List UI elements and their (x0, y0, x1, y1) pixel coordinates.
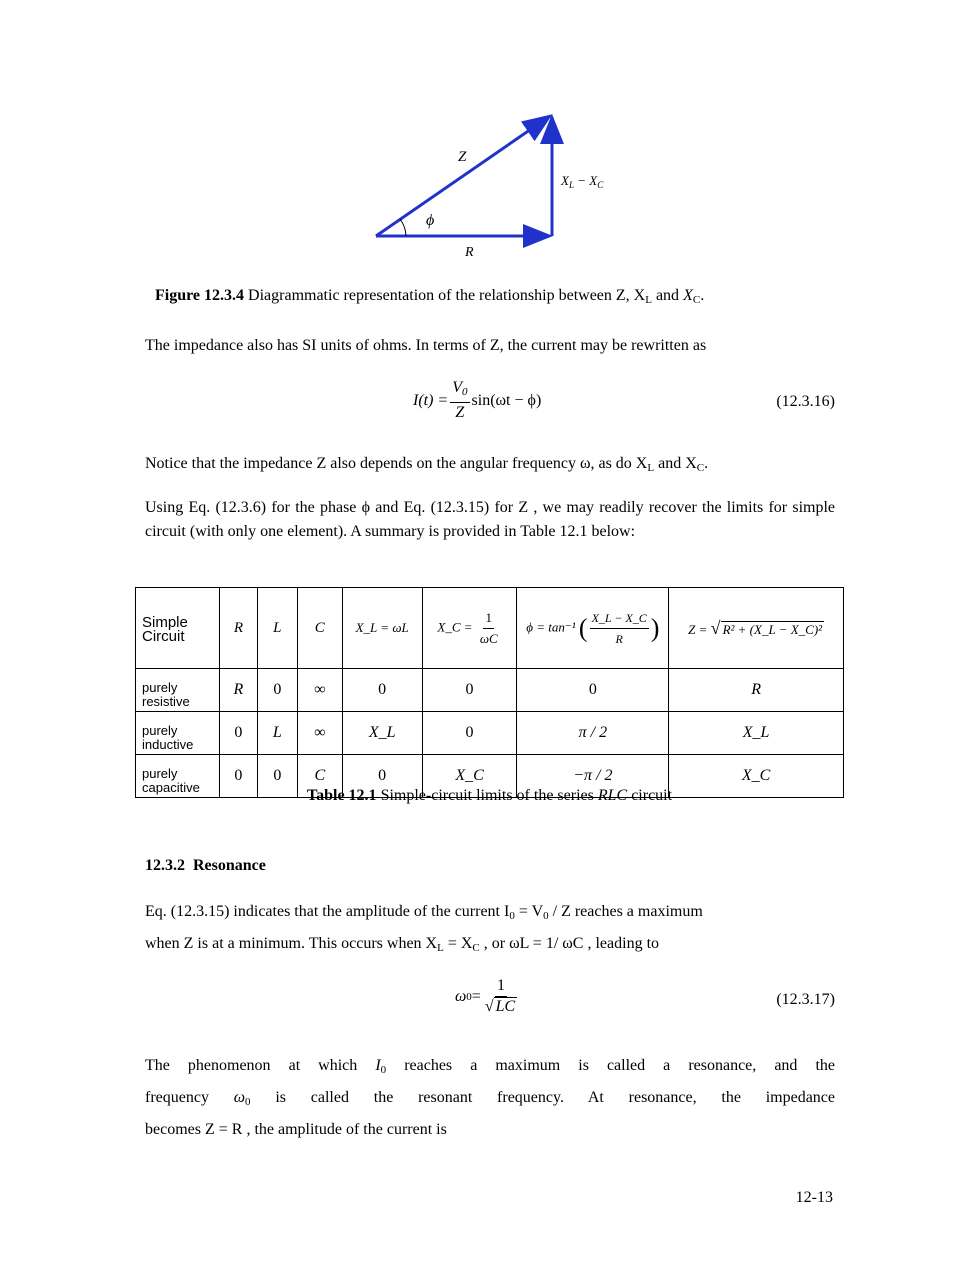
paragraph-summary-intro: Using Eq. (12.3.6) for the phase ϕ and Eq. (12.3.15) for Z , we may readily recover the limits for simple circuit (with only one element). A summary is provided in Table 12.1 below: (145, 499, 835, 540)
p2-b: and X (654, 455, 697, 472)
table-caption-label: Table 12.1 (306, 787, 377, 804)
p5-l1b: reaches a maximum is called a resonance, and the (386, 1057, 836, 1074)
paragraph-resonance-condition (145, 898, 835, 962)
cell-xl: X_L (342, 712, 422, 755)
p4-l2-b: = X (443, 935, 473, 952)
header-phi-lhs: ϕ = tan⁻¹ (526, 618, 576, 634)
header-xc-den: ωC (479, 630, 498, 646)
p5-l1a: The phenomenon at which (145, 1057, 376, 1074)
cell-z: R (669, 669, 844, 712)
cell-r: 0 (219, 712, 257, 755)
table-row (136, 712, 844, 755)
equation-12-3-16 (413, 378, 541, 423)
equation-number-1: (12.3.16) (776, 393, 835, 410)
p2-a: Notice that the impedance Z also depends on the angular frequency ω, as do X (145, 455, 648, 472)
p2-sub-l: L (647, 462, 655, 474)
cell-xc: X_C (422, 755, 517, 798)
hyp-label: Z (458, 149, 467, 165)
paragraph-angular-frequency (145, 452, 835, 480)
figure-caption-label: Figure 12.3.4 (155, 287, 245, 304)
page-number: 12-13 (795, 1189, 833, 1206)
angle-arc (400, 219, 406, 236)
eq2-eq: = (471, 987, 481, 1005)
cell-r: R (219, 669, 257, 712)
p5-l2a: frequency (145, 1089, 234, 1106)
p4-b: = V (514, 903, 544, 920)
p5-l1sub: 0 (380, 1064, 387, 1076)
cell-xc: 0 (422, 669, 517, 712)
eq1-rhs: sin(ωt − ϕ) (471, 391, 542, 409)
p2-c: . (704, 455, 709, 472)
table-caption (0, 787, 979, 805)
p5-l2b: is called the resonant frequency. At resonance, the impedance (250, 1089, 835, 1106)
p5-l1i: I (375, 1057, 381, 1074)
p5-l2sub: 0 (245, 1096, 251, 1108)
table-caption-text: Simple-circuit limits of the series (376, 787, 598, 804)
header-simple-circuit: Simple Circuit (136, 588, 220, 669)
caption-x: X (683, 287, 693, 304)
cell-c: C (297, 755, 342, 798)
angle-label: ϕ (426, 212, 435, 229)
figure-caption (155, 284, 845, 312)
row-name: purely capacitive (136, 755, 220, 798)
simple-circuit-table (135, 587, 844, 798)
cell-c: ∞ (297, 669, 342, 712)
header-xl: X_L = ωL (342, 588, 422, 669)
p4-sub-l: L (437, 942, 444, 954)
section-title: Resonance (193, 857, 266, 874)
cell-l: L (257, 712, 297, 755)
header-z-radicand: R² + (X_L − X_C)² (722, 621, 823, 637)
header-z-lhs: Z = (688, 621, 708, 637)
header-xc-lhs: X_C = (437, 618, 473, 634)
paragraph-resonance-definition (145, 1052, 835, 1144)
caption-and: and (651, 287, 684, 304)
equation-number-2: (12.3.17) (776, 991, 835, 1008)
eq1-den: Z (455, 404, 465, 421)
eq2-num: 1 (495, 976, 507, 997)
eq2-lhs: ω (455, 987, 467, 1005)
cell-phi: 0 (517, 669, 669, 712)
paragraph-impedance-units: The impedance also has SI units of ohms. In terms of Z, the current may be rewritten as (145, 337, 707, 354)
reactance-label: $X_L - X_C$ (561, 173, 604, 190)
header-phi-den: R (615, 631, 623, 646)
eq1-lhs: I(t) = (413, 391, 449, 409)
figure-caption-text: Diagrammatic representation of the relationship between Z, X (244, 287, 646, 304)
eq1-fraction (450, 378, 469, 423)
hypotenuse-arrow (376, 116, 550, 236)
p5-line3: becomes Z = R , the amplitude of the current is (145, 1121, 447, 1138)
header-c: C (297, 588, 342, 669)
cell-xl: 0 (342, 669, 422, 712)
eq1-num-sub: 0 (462, 386, 468, 398)
table-row (136, 669, 844, 712)
header-l: L (257, 588, 297, 669)
equation-12-3-17 (455, 976, 521, 1017)
p4-l2-c: , or ωL = 1/ ωC , leading to (479, 935, 660, 952)
header-phi: ϕ = tan⁻¹ ( $\frac{X\_L - X\_C}{R}$ ) (517, 588, 669, 669)
cell-l: 0 (257, 755, 297, 798)
table-header-row (136, 588, 844, 669)
p5-l2w: ω (233, 1089, 246, 1106)
row-name: purely inductive (136, 712, 220, 755)
p5-line1 (145, 1052, 835, 1084)
p4-sub0b: 0 (543, 910, 549, 922)
eq1-num: V (452, 379, 463, 396)
row-name: purely resistive (136, 669, 220, 712)
p4-line2: when Z is at a minimum. This occurs when X (145, 935, 438, 952)
cell-phi: π / 2 (517, 712, 669, 755)
section-heading (145, 854, 835, 878)
header-r: R (219, 588, 257, 669)
sub-l: L (645, 294, 652, 306)
cell-z: X_C (669, 755, 844, 798)
header-phi-num: X_L − X_C (590, 608, 649, 629)
cell-l: 0 (257, 669, 297, 712)
p4-c: / Z reaches a maximum (548, 903, 703, 920)
eq2-lhs-sub: 0 (466, 990, 472, 1003)
sub-c: C (692, 294, 701, 306)
eq2-fraction: $\frac{1}{√ LC}$ (484, 977, 516, 1015)
header-z: Z = √ R² + (X_L − X_C)² (669, 588, 844, 669)
cell-r: 0 (219, 755, 257, 798)
p5-line2 (145, 1084, 835, 1116)
p4-sub-c: C (472, 942, 480, 954)
cell-c: ∞ (297, 712, 342, 755)
p2-sub-c: C (696, 462, 705, 474)
table-caption-rlc: RLC (597, 787, 628, 804)
cell-z: X_L (669, 712, 844, 755)
cell-xl: 0 (342, 755, 422, 798)
table-caption-end: circuit (627, 787, 673, 804)
p4-a: Eq. (12.3.15) indicates that the amplitude of the current I (145, 903, 510, 920)
p4-sub0: 0 (509, 910, 515, 922)
header-xc (422, 588, 517, 669)
cell-phi: −π / 2 (517, 755, 669, 798)
header-xc-num: 1 (483, 608, 494, 629)
base-label: R (465, 245, 474, 260)
cell-xc: 0 (422, 712, 517, 755)
caption-end: . (700, 287, 705, 304)
eq2-den: LC (495, 998, 516, 1015)
section-number: 12.3.2 (145, 857, 185, 874)
